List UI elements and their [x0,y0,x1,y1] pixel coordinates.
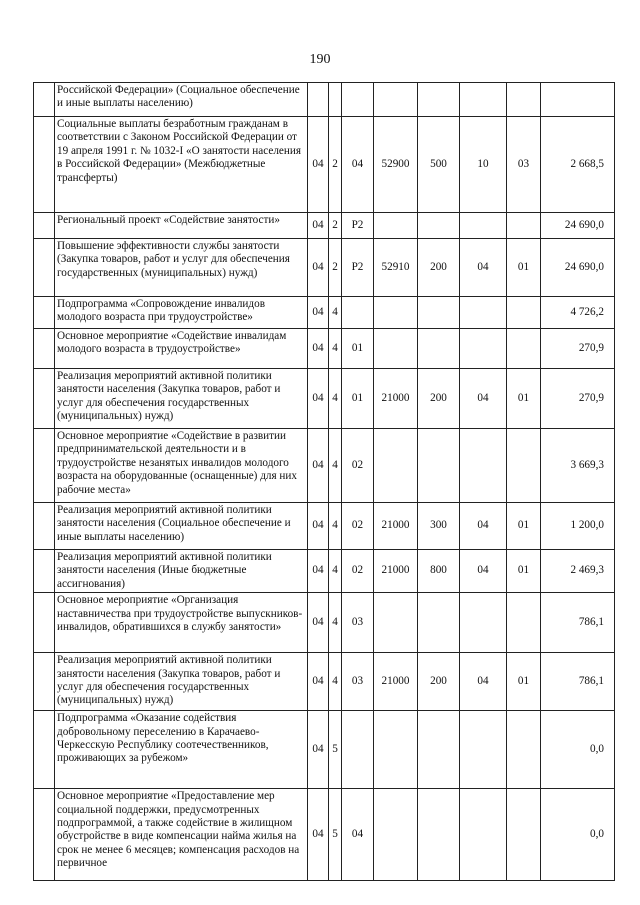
subchapter-code [507,593,541,653]
subchapter-code [507,213,541,239]
row-margin-cell [34,593,55,653]
program-code: 02 [342,503,374,550]
expense-type-code [418,213,460,239]
article-code [374,83,418,117]
table-row [34,213,615,239]
row-amount: 2 469,3 [541,550,615,593]
table-row [34,503,615,550]
subsection-code: 4 [329,369,342,429]
program-code: 04 [342,117,374,213]
program-code: 01 [342,329,374,369]
chapter-code: 04 [460,653,507,711]
table-row [34,117,615,213]
row-margin-cell [34,297,55,329]
row-name: Подпрограмма «Сопровождение инвалидов молодого возраста при трудоустройстве» [55,297,308,329]
row-amount: 24 690,0 [541,213,615,239]
row-margin-cell [34,711,55,789]
article-code: 52910 [374,239,418,297]
row-name: Подпрограмма «Оказание содействия добровольному переселению в Карачаево-Черкесскую Республику соотечественников, проживающих за рубежом» [55,711,308,789]
table-row [34,789,615,881]
chapter-code: 04 [460,550,507,593]
row-name: Основное мероприятие «Организация наставничества при трудоустройстве выпускников-инвалидов, обратившихся в службу занятости» [55,593,308,653]
program-code: P2 [342,239,374,297]
table-row [34,711,615,789]
program-code [342,297,374,329]
section-code: 04 [308,239,329,297]
program-code: 04 [342,789,374,881]
row-amount: 0,0 [541,789,615,881]
row-amount: 0,0 [541,711,615,789]
row-name: Социальные выплаты безработным гражданам в соответствии с Законом Российской Федерации от 19 апреля 1991 г. № 1032-I «О занятости населения в Российской Федерации» (Межбюджетные трансферты) [55,117,308,213]
subsection-code: 2 [329,239,342,297]
expense-type-code [418,789,460,881]
table-row [34,369,615,429]
subsection-code: 5 [329,789,342,881]
chapter-code [460,789,507,881]
subchapter-code: 03 [507,117,541,213]
row-name: Реализация мероприятий активной политики занятости населения (Закупка товаров, работ и услуг для обеспечения государственных (муниципальных) нужд) [55,653,308,711]
chapter-code: 04 [460,503,507,550]
table-row [34,653,615,711]
chapter-code [460,213,507,239]
subchapter-code [507,297,541,329]
program-code: 02 [342,429,374,503]
program-code [342,711,374,789]
subsection-code: 4 [329,653,342,711]
section-code: 04 [308,117,329,213]
subchapter-code [507,329,541,369]
row-amount [541,83,615,117]
program-code: P2 [342,213,374,239]
row-margin-cell [34,117,55,213]
subchapter-code [507,789,541,881]
expense-type-code [418,329,460,369]
row-amount: 2 668,5 [541,117,615,213]
subchapter-code: 01 [507,550,541,593]
article-code [374,789,418,881]
section-code: 04 [308,503,329,550]
subsection-code: 4 [329,329,342,369]
chapter-code: 04 [460,239,507,297]
section-code: 04 [308,369,329,429]
article-code [374,329,418,369]
article-code [374,213,418,239]
subchapter-code: 01 [507,653,541,711]
row-margin-cell [34,503,55,550]
chapter-code [460,83,507,117]
section-code: 04 [308,550,329,593]
subchapter-code: 01 [507,239,541,297]
chapter-code: 04 [460,369,507,429]
row-amount: 786,1 [541,653,615,711]
table-row [34,550,615,593]
row-margin-cell [34,789,55,881]
section-code: 04 [308,653,329,711]
subsection-code [329,83,342,117]
program-code: 02 [342,550,374,593]
section-code: 04 [308,711,329,789]
row-name: Основное мероприятие «Содействие инвалидам молодого возраста в трудоустройстве» [55,329,308,369]
row-name: Основное мероприятие «Предоставление мер социальной поддержки, предусмотренных подпрограммой, а также содействие в жилищном обустройстве в виде компенсации найма жилья на срок не менее 6 месяцев; компенсация расходов на первичное [55,789,308,881]
row-margin-cell [34,653,55,711]
section-code: 04 [308,297,329,329]
chapter-code [460,329,507,369]
row-amount: 4 726,2 [541,297,615,329]
article-code [374,429,418,503]
chapter-code [460,297,507,329]
subsection-code: 4 [329,550,342,593]
section-code [308,83,329,117]
row-name: Российской Федерации» (Социальное обеспечение и иные выплаты населению) [55,83,308,117]
row-name: Реализация мероприятий активной политики занятости населения (Закупка товаров, работ и услуг для обеспечения государственных (муниципальных) нужд) [55,369,308,429]
page-number: 190 [309,52,331,67]
chapter-code: 10 [460,117,507,213]
row-name: Реализация мероприятий активной политики занятости населения (Социальное обеспечение и иные выплаты населению) [55,503,308,550]
row-amount: 786,1 [541,593,615,653]
chapter-code [460,711,507,789]
article-code: 52900 [374,117,418,213]
section-code: 04 [308,329,329,369]
expense-type-code: 200 [418,653,460,711]
row-margin-cell [34,550,55,593]
expense-type-code: 200 [418,369,460,429]
table-body [34,83,615,881]
row-name: Реализация мероприятий активной политики занятости населения (Иные бюджетные ассигнования) [55,550,308,593]
section-code: 04 [308,213,329,239]
expense-type-code: 500 [418,117,460,213]
article-code [374,711,418,789]
table-row [34,83,615,117]
row-margin-cell [34,429,55,503]
table-row [34,429,615,503]
table-row [34,329,615,369]
row-margin-cell [34,83,55,117]
subsection-code: 4 [329,503,342,550]
row-amount: 270,9 [541,369,615,429]
subchapter-code: 01 [507,503,541,550]
row-amount: 3 669,3 [541,429,615,503]
section-code: 04 [308,429,329,503]
expense-type-code [418,83,460,117]
section-code: 04 [308,789,329,881]
article-code [374,593,418,653]
budget-table [33,82,615,881]
subsection-code: 4 [329,593,342,653]
row-margin-cell [34,369,55,429]
row-amount: 1 200,0 [541,503,615,550]
row-name: Повышение эффективности службы занятости (Закупка товаров, работ и услуг для обеспечения государственных (муниципальных) нужд) [55,239,308,297]
expense-type-code [418,429,460,503]
subchapter-code: 01 [507,369,541,429]
row-amount: 24 690,0 [541,239,615,297]
expense-type-code [418,711,460,789]
program-code [342,83,374,117]
table-row [34,239,615,297]
subsection-code: 4 [329,297,342,329]
chapter-code [460,593,507,653]
row-margin-cell [34,213,55,239]
program-code: 03 [342,593,374,653]
expense-type-code [418,297,460,329]
article-code: 21000 [374,550,418,593]
article-code [374,297,418,329]
row-name: Региональный проект «Содействие занятости» [55,213,308,239]
subchapter-code [507,83,541,117]
section-code: 04 [308,593,329,653]
program-code: 03 [342,653,374,711]
program-code: 01 [342,369,374,429]
chapter-code [460,429,507,503]
expense-type-code: 800 [418,550,460,593]
subsection-code: 2 [329,213,342,239]
article-code: 21000 [374,653,418,711]
expense-type-code [418,593,460,653]
subchapter-code [507,711,541,789]
subsection-code: 4 [329,429,342,503]
article-code: 21000 [374,369,418,429]
subchapter-code [507,429,541,503]
article-code: 21000 [374,503,418,550]
row-name: Основное мероприятие «Содействие в развитии предпринимательской деятельности и в трудоустройстве незанятых инвалидов молодого возраста на оборудованные (оснащенные) для них рабочие места» [55,429,308,503]
table-row [34,593,615,653]
subsection-code: 5 [329,711,342,789]
row-margin-cell [34,329,55,369]
table-row [34,297,615,329]
expense-type-code: 200 [418,239,460,297]
subsection-code: 2 [329,117,342,213]
expense-type-code: 300 [418,503,460,550]
row-margin-cell [34,239,55,297]
row-amount: 270,9 [541,329,615,369]
